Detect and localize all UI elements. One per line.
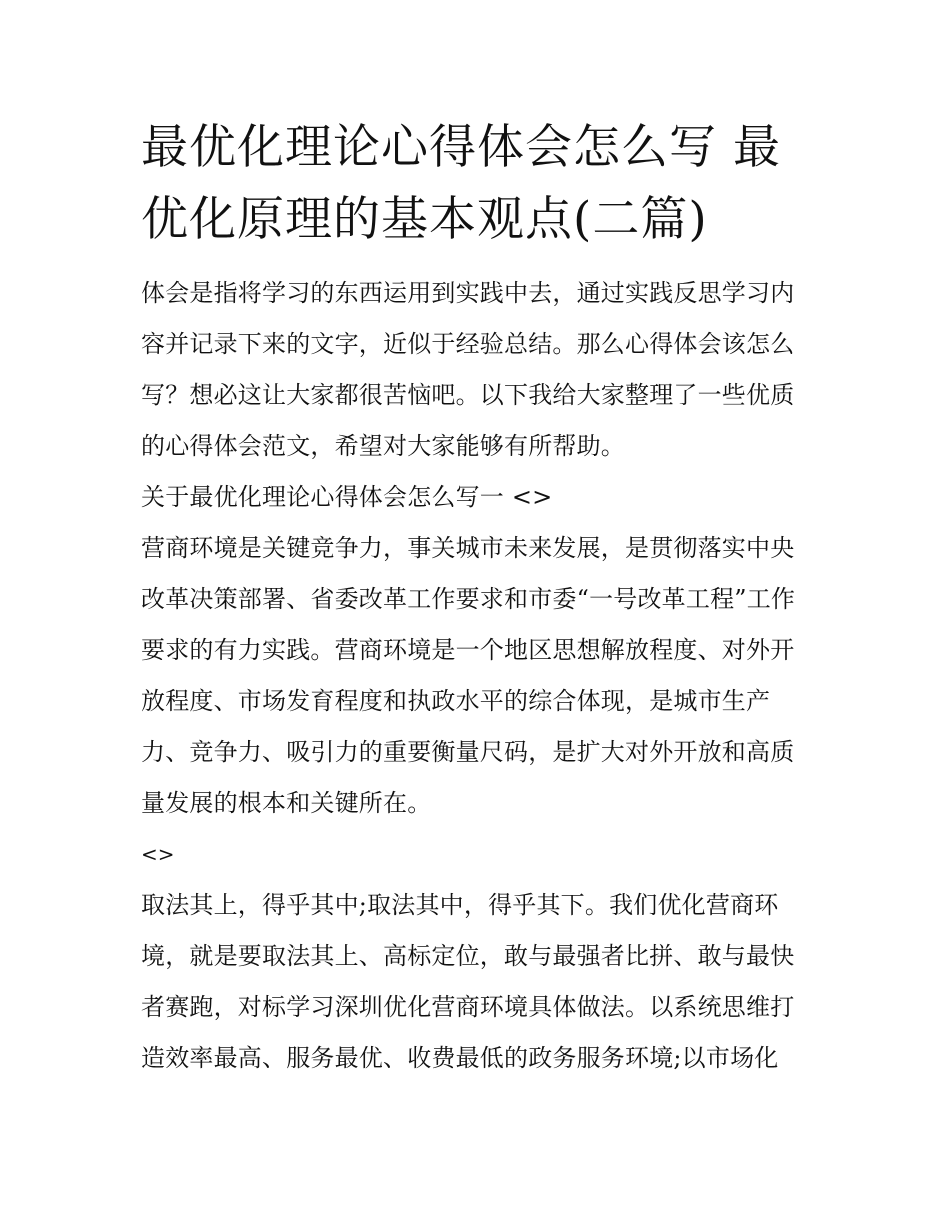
placeholder-marker: <> <box>141 842 175 866</box>
body-paragraph-1: 营商环境是关键竞争力，事关城市未来发展，是贯彻落实中央改革决策部署、省委改革工作要求和市委“一号改革工程”工作要求的有力实践。营商环境是一个地区思想解放程度、对外开放程度、市场发育程度和执政水平的综合体现，是城市生产力、竞争力、吸引力的重要衡量尺码，是扩大对外开放和高质量发展的根本和关键所在。 <box>141 534 796 817</box>
intro-paragraph: 体会是指将学习的东西运用到实践中去，通过实践反思学习内容并记录下来的文字，近似于经验总结。那么心得体会该怎么写？想必这让大家都很苦恼吧。以下我给大家整理了一些优质的心得体会范文，希望对大家能够有所帮助。 <box>141 279 795 460</box>
document-content <box>141 112 816 1084</box>
document-title: 最优化理论心得体会怎么写 最优化原理的基本观点(二篇) <box>141 120 781 247</box>
document-body <box>141 268 816 1084</box>
section-heading: 关于最优化理论心得体会怎么写一 <> <box>141 483 553 511</box>
body-paragraph-2: 取法其上，得乎其中;取法其中，得乎其下。我们优化营商环境，就是要取法其上、高标定位，敢与最强者比拼、敢与最快者赛跑，对标学习深圳优化营商环境具体做法。以系统思维打造效率最高、服务最优、收费最低的政务服务环境;以市场化 <box>141 891 795 1072</box>
